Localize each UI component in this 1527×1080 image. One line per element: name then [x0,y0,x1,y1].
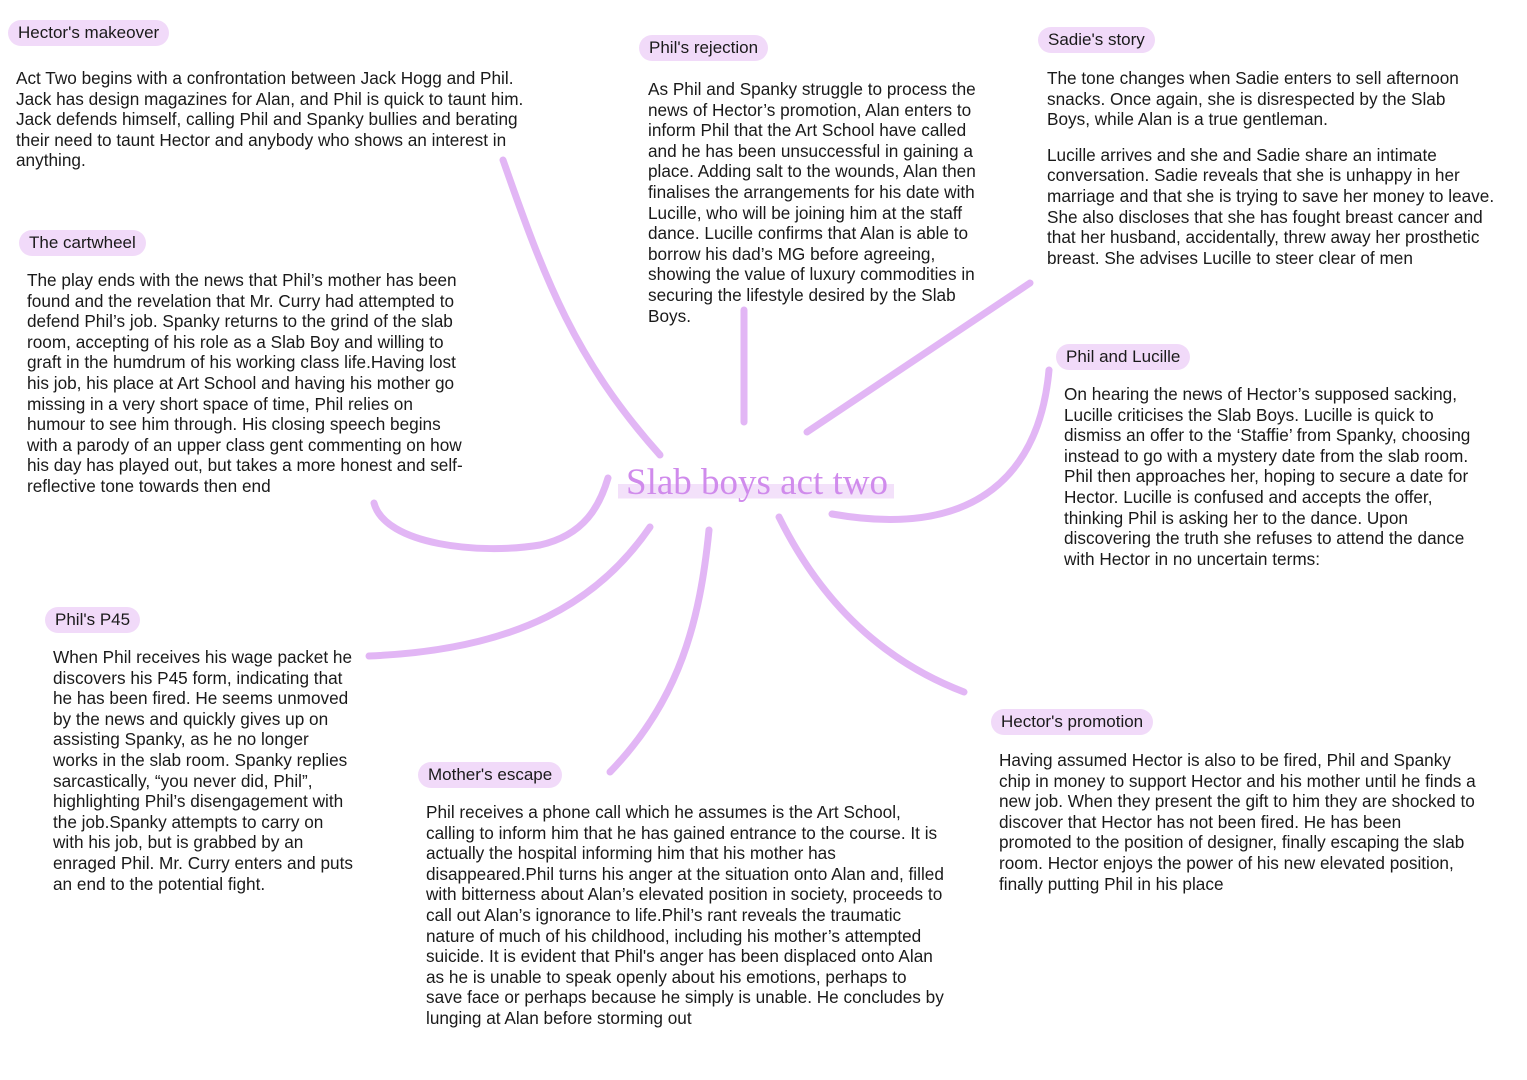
node-the-cartwheel [19,230,469,497]
connector-hectors-promotion [779,517,964,692]
central-topic: Slab boys act two [618,460,894,506]
node-hectors-makeover [8,20,548,171]
node-hectors-promotion [991,709,1481,894]
text-phils-rejection: As Phil and Spanky struggle to process the news of Hector’s promotion, Alan enters to inform Phil that the Art School have called and he has been unsuccessful in gaining a place. Adding salt to the wounds, Alan then finalises the arrangements for his date with Lucille, who will be joining him at the staff dance. Lucille confirms that Alan is able to borrow his dad’s MG before agreeing, showing the value of luxury commodities in securing the lifestyle desired by the Slab Boys. [648,79,976,326]
text-hectors-promotion: Having assumed Hector is also to be fired, Phil and Spanky chip in money to support Hector and his mother until he finds a new job. When they present the gift to him they are shocked to discover that Hector has not been fired. He has been promoted to the position of designer, finally escaping the slab room. Hector enjoys the power of his new elevated position, finally putting Phil in his place [999,750,1476,894]
label-hectors-makeover: Hector's makeover [8,20,169,46]
label-phils-rejection: Phil's rejection [639,35,768,61]
label-mothers-escape: Mother's escape [418,762,562,788]
label-hectors-promotion: Hector's promotion [991,709,1153,735]
text-phil-and-lucille: On hearing the news of Hector’s supposed sacking, Lucille criticises the Slab Boys. Lucille is quick to dismiss an offer to the ‘Staffie’ from Spanky, choosing instead to go with a mystery date from the slab room. Phil then approaches her, hoping to secure a date for Hector. Lucille is confused and accepts the offer, thinking Phil is asking her to the dance. Upon discovering the truth she refuses to attend the dance with Hector in no uncertain terms: [1064,384,1471,569]
text-the-cartwheel: The play ends with the news that Phil’s mother has been found and the revelation that Mr. Curry had attempted to defend Phil’s job. Spanky returns to the grind of the slab room, accepting of his role as a Slab Boy and willing to graft in the humdrum of his working class life.Having lost his job, his place at Art School and having his mother go missing in a very short space of time, Phil relies on humour to see him through. His closing speech begins with a parody of an upper class gent commenting on how his day has played out, but takes a more honest and self-reflective tone towards then end [27,270,463,496]
node-mothers-escape [418,762,948,1029]
text-mothers-escape: Phil receives a phone call which he assumes is the Art School, calling to inform him that he has gained entrance to the course. It is actually the hospital informing him that his mother has disappeared.Phil turns his anger at the situation onto Alan and, filled with bitterness about Alan’s elevated position in society, proceeds to call out Alan’s ignorance to life.Phil’s rant reveals the traumatic nature of much of his childhood, including his mother’s attempted suicide. It is evident that Phil's anger has been displaced onto Alan as he is unable to speak openly about his emotions, perhaps to save face or perhaps because he simply is unable. He concludes by lunging at Alan before storming out [426,802,944,1028]
node-phils-p45 [45,607,355,894]
connector-mothers-escape [610,530,709,772]
label-phils-p45: Phil's P45 [45,607,140,633]
text-hectors-makeover: Act Two begins with a confrontation between Jack Hogg and Phil. Jack has design magazines for Alan, and Phil is quick to taunt him. Jack defends himself, calling Phil and Spanky bullies and berating their need to taunt Hector and anybody who shows an interest in anything. [16,68,524,171]
connector-hectors-makeover [503,160,660,455]
text-phils-p45: When Phil receives his wage packet he discovers his P45 form, indicating that he has been fired. He seems unmoved by the news and quickly gives up on assisting Spanky, as he no longer works in the slab room. Spanky replies sarcastically, “you never did, Phil”, highlighting Phil’s disengagement with the job.Spanky attempts to carry on with his job, but is grabbed by an enraged Phil. Mr. Curry enters and puts an end to the potential fight. [53,647,353,894]
label-phil-and-lucille: Phil and Lucille [1056,344,1190,370]
node-phils-rejection [639,35,994,326]
label-sadies-story: Sadie's story [1038,27,1155,53]
text-sadies-story-1: The tone changes when Sadie enters to sell afternoon snacks. Once again, she is disrespected by the Slab Boys, while Alan is a true gentleman. [1047,68,1459,130]
text-sadies-story-2: Lucille arrives and she and Sadie share an intimate conversation. Sadie reveals that she is unhappy in her marriage and that she is trying to save her money to leave. She also discloses that she has fought breast cancer and that her husband, accidentally, threw away her prosthetic breast. She advises Lucille to steer clear of men [1047,144,1495,268]
node-sadies-story [1038,27,1518,268]
label-the-cartwheel: The cartwheel [19,230,146,256]
node-phil-and-lucille [1056,344,1486,569]
